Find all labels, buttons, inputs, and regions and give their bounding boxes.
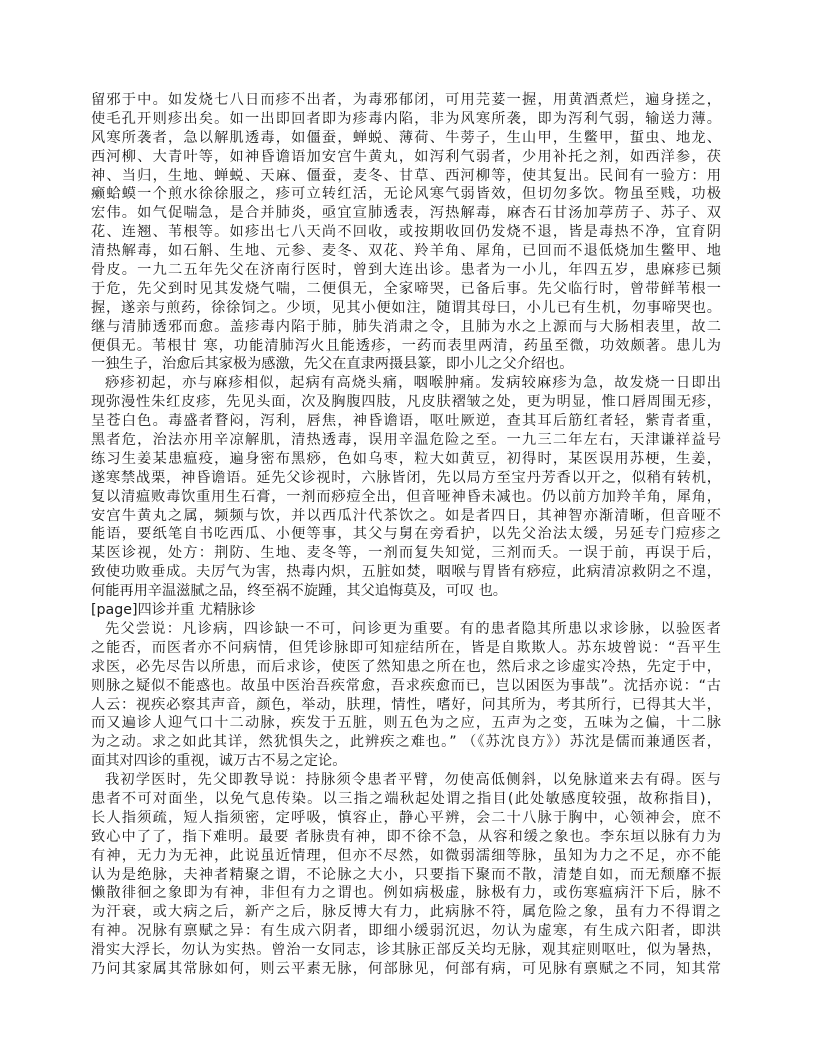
text-line: 求医，必先尽告以所患，而后求诊，使医了然知患之所在也，然后求之诊虚实冷热，先定于中， xyxy=(91,658,721,675)
text-line: 宏伟。如气促喘急，是合并肺炎，亟宜宣肺透表，泻热解毒，麻杏石甘汤加葶苈子、苏子、双 xyxy=(91,205,721,222)
text-line: 长人指须疏，短人指须密，定呼吸，慎容止，静心平辨，会二十八脉于胸中，心领神会，庶不 xyxy=(91,809,721,826)
text-line: 癞蛤蟆一个煎水徐徐服之，疹可立转红活，无论风寒气弱皆效，但切勿多饮。物虽至贱，功极 xyxy=(91,186,721,203)
text-line: 而又遍诊人迎气口十二动脉，疾发于五脏，则五色为之应，五声为之变，五味为之偏，十二脉 xyxy=(91,715,721,732)
text-line: 清热解毒，如石斛、生地、元参、麦冬、双花、羚羊角、犀角，已回而不退低烧加生鳖甲、地 xyxy=(91,243,721,260)
text-line: 何能再用辛温滋腻之品，终至祸不旋踵，其父追悔莫及，可叹 也。 xyxy=(91,583,507,600)
text-line: 一独生子，治愈后其家极为感激，先父在直隶两摄县篆，即小儿之父介绍也。 xyxy=(91,356,574,373)
text-line: 我初学医时，先父即教导说：持脉须令患者平臂，勿使高低侧斜，以免脉道来去有碍。医与 xyxy=(105,772,721,789)
text-line: 黑者危，治法亦用辛凉解肌，清热透毒，误用辛温危险之至。一九三二年左右，天津谦祥益号 xyxy=(91,432,721,449)
text-line: 能语，要纸笔自书吃西瓜、小便等事，其父与舅在旁看护，以先父治法太缓，另延专门痘疹之 xyxy=(91,526,721,543)
text-line: 练习生姜某患瘟疫，遍身密布黑痧，色如乌枣，粒大如黄豆，初得时，某医误用苏梗，生姜， xyxy=(91,450,721,467)
text-line: 于危，先父到时见其发烧气喘，二便俱无，全家啼哭，已备后事。先父临行时，曾带鲜苇根一 xyxy=(91,280,721,297)
document-page xyxy=(91,91,721,979)
paragraph-measles-treatment xyxy=(91,91,721,374)
paragraph-four-diagnostics xyxy=(91,620,721,771)
text-line: 复以清瘟败毒饮重用生石膏，一剂而痧痘全出，但音哑神昏未减也。仍以前方加羚羊角，犀角， xyxy=(91,488,721,505)
text-line: 乃问其家属其常脉如何，则云平素无脉，何部脉见，何部有病，可见脉有禀赋之不同，知其常 xyxy=(91,960,721,977)
text-line: 遂寒禁战栗，神昏谵语。延先父诊视时，六脉皆闭，先以局方至宝丹芳香以开之，似稍有转机， xyxy=(91,469,721,486)
text-line: 留邪于中。如发烧七八日而疹不出者，为毒邪郁闭，可用芫荽一握，用黄酒煮烂，遍身搓之， xyxy=(91,92,721,108)
text-line: 先父尝说：凡诊病，四诊缺一不可，问诊更为重要。有的患者隐其所患以求诊脉，以验医者 xyxy=(105,620,721,637)
text-line: 之能否，而医者亦不问病情，但凭诊脉即可知症结所在，皆是自欺欺人。苏东坡曾说：“吾平生 xyxy=(91,639,721,656)
text-line: 风寒所袭者，急以解肌透毒，如僵蚕，蝉蜕、薄荷、牛蒡子，生山甲，生鳖甲，蜇虫、地龙、 xyxy=(91,129,721,146)
text-line: 西河柳、大青叶等，如神昏谵语加安宫牛黄丸，如泻利气弱者，少用补托之剂，如西洋参，茯 xyxy=(91,148,721,165)
text-line: 花、连翘、苇根等。如疹出七八天尚不回收，或按期收回仍发烧不退，皆是毒热不净，宜育阴 xyxy=(91,224,721,241)
text-line: 神、当归，生地、蝉蜕、天麻、僵蚕，麦冬、甘草、西河柳等，使其复出。民间有一验方：用 xyxy=(91,167,721,184)
text-line: 患者不可对面坐，以免气息传染。以三指之端秋起处谓之指目(此处敏感度较强，故称指目)， xyxy=(91,790,721,807)
text-line: 认为是绝脉，夫神者精聚之谓，不论脉之大小，只要指下聚而不散，清楚自如，而无颓靡不振 xyxy=(91,866,721,883)
text-line: 则脉之疑似不能惑也。故虽中医治吾疾常愈，吾求疾愈而已，岂以困医为事哉”。沈括亦说：“古 xyxy=(91,677,721,694)
text-line: 使毛孔开则疹出矣。如一出即回者即为疹毒内陷，非为风寒所袭，即为泻利气弱，输送力薄。 xyxy=(91,110,721,127)
text-line: 握，遂亲与煎药，徐徐饲之。少顷，见其小便如注，随谓其母曰，小儿已有生机，勿事啼哭也。 xyxy=(91,299,721,316)
text-line: 人云：视疾必察其声音，颜色，举动，肤理，情性，嗜好，问其所为，考其所行，已得其大半， xyxy=(91,696,721,713)
text-line: 为汗衰，或大病之后，新产之后，脉反博大有力，此病脉不符，属危险之象，虽有力不得谓之 xyxy=(91,904,721,921)
text-line: 面其对四诊的重视，诚万古不易之定论。 xyxy=(91,753,347,770)
text-line: 安宫牛黄丸之属，频频与饮，并以西瓜汁代茶饮之。如是者四日，其神智亦渐清晰，但音哑不 xyxy=(91,507,721,524)
text-line: 懒散徘徊之象即为有神，非但有力之谓也。例如病极虚，脉极有力，或伤寒瘟病汗下后，脉不 xyxy=(91,885,721,902)
paragraph-pulse-diagnosis xyxy=(91,771,721,979)
heading-text: [page]四诊并重 尤精脉诊 xyxy=(91,602,256,619)
text-line: 现弥漫性朱红皮疹，先见头面，次及胸腹四肢，凡皮肤褶皱之处，更为明显，惟口唇周围无疹， xyxy=(91,394,721,411)
text-line: 有神，无力为无神，此说虽近情理，但亦不尽然，如微弱濡细等脉，虽知为力之不足，亦不能 xyxy=(91,847,721,864)
section-heading xyxy=(91,601,721,620)
text-line: 某医诊视，处方：荆防、生地、麦冬等，一剂而复失知觉，三剂而夭。一误于前，再误于后， xyxy=(91,545,721,562)
text-line: 痧疹初起，亦与麻疹相似，起病有高烧头痛，咽喉肿痛。发病较麻疹为急，故发烧一日即出 xyxy=(105,375,721,392)
text-line: 为之动。求之如此其详，然犹惧失之，此辨疾之难也。” （《苏沈良方》）苏沈是儒而兼通医者， xyxy=(91,734,721,751)
text-line: 呈苍白色。毒盛者瞀闷，泻利，唇焦，神昏谵语，呕吐厥逆，查其耳后筋红者轻，紫青者重， xyxy=(91,413,721,430)
text-line: 骨皮。一九二五年先父在济南行医时，曾到大连出诊。患者为一小儿，年四五岁，患麻疹已频 xyxy=(91,262,721,279)
paragraph-scarlet-fever xyxy=(91,374,721,601)
text-line: 滑实大浮长，勿认为实热。曾治一女同志，诊其脉正部反关均无脉，观其症则呕吐，似为暑热， xyxy=(91,942,721,959)
text-line: 便俱无。苇根甘 寒，功能清肺泻火且能透疹，一药而表里两清，药虽至微，功效颇著。患儿为 xyxy=(91,337,721,354)
text-line: 致使功败垂成。夫厉气为害，热毒内炽，五脏如焚，咽喉与胃皆有痧痘，此病清凉救阴之不遑， xyxy=(91,564,721,581)
text-line: 有神。况脉有禀赋之异：有生成六阴者，即细小缓弱沉迟，勿认为虚寒，有生成六阳者，即洪 xyxy=(91,923,721,940)
text-line: 继与清肺透邪而愈。盖疹毒内陷于肺，肺失消肃之令，且肺为水之上源而与大肠相表里，故二 xyxy=(91,318,721,335)
text-line: 致心中了了，指下难明。最要 者脉贵有神，即不徐不急，从容和缓之象也。李东垣以脉有力为 xyxy=(91,828,721,845)
